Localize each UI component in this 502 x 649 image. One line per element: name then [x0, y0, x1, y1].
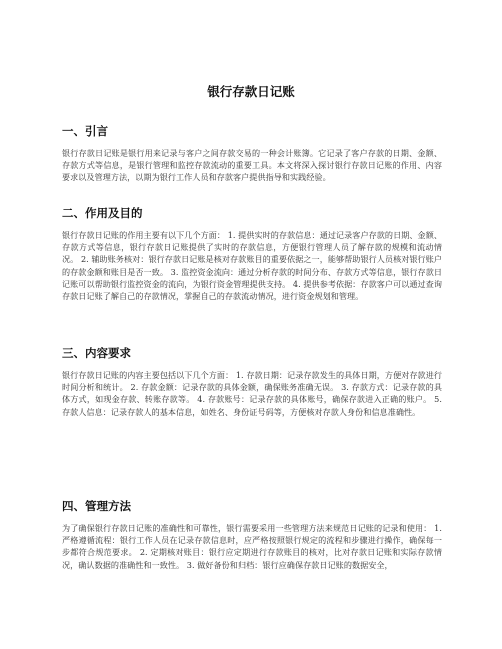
section-heading: 四、管理方法: [62, 499, 131, 513]
section-content-requirements: [62, 346, 442, 418]
section-body: 银行存款日记账的内容主要包括以下几个方面： 1. 存款日期：记录存款发生的具体日期，方便对存款进行时间分析和统计。 2. 存款金额：记录存款的具体金额，确保账务准确无误。 3. 存款方式：记录存款的具体方式，如现金存款、转账存款等。 4. 存款账号：记录存款的具体账号，确保存款进入正确的账户。 5. 存款人信息：记录存款人的基本信息，如姓名、身份证号码等，方便核对存款人身份和信息准确性。: [62, 370, 442, 417]
section-body: 银行存款日记账是银行用来记录与客户之间存款交易的一种会计账簿。它记录了客户存款的日期、金额、存款方式等信息，是银行管理和监控存款流动的重要工具。本文将深入探讨银行存款日记账的作用、内容要求以及管理方法，以期为银行工作人员和存款客户提供指导和实践经验。: [62, 148, 442, 183]
document-title: 银行存款日记账: [207, 84, 295, 99]
section-heading: 一、引言: [62, 124, 108, 138]
section-purpose: [62, 206, 442, 302]
section-body: 银行存款日记账的作用主要有以下几个方面： 1. 提供实时的存款信息：通过记录客户存款的日期、金额、存款方式等信息，银行存款日记账提供了实时的存款信息，方便银行管理人员了解存款的规模和流动情况。 2. 辅助账务核对：银行存款日记账是核对存款账目的重要依据之一，能够帮助银行人员核对银行账户的存款金额和账目是否一致。 3. 监控资金流向：通过分析存款的时间分布、存款方式等信息，银行存款日记账可以帮助银行监控资金的流向，为银行资金管理提供支持。 4. 提供参考依据：存款客户可以通过查询存款日记账了解自己的存款情况，掌握自己的存款流动情况，进行资金规划和管理。: [62, 230, 442, 302]
section-introduction: [62, 124, 442, 184]
section-body: 为了确保银行存款日记账的准确性和可靠性，银行需要采用一些管理方法来规范日记账的记录和使用： 1. 严格遵循流程：银行工作人员在记录存款信息时，应严格按照银行规定的流程和步骤进行操作，确保每一步都符合规范要求。 2. 定期核对账目：银行应定期进行存款账目的核对，比对存款日记账和实际存款情况，确认数据的准确性和一致性。 3. 做好备份和归档：银行应确保存款日记账的数据安全，: [62, 523, 442, 570]
section-management-methods: [62, 499, 442, 571]
section-heading: 二、作用及目的: [62, 206, 143, 220]
section-heading: 三、内容要求: [62, 346, 131, 360]
